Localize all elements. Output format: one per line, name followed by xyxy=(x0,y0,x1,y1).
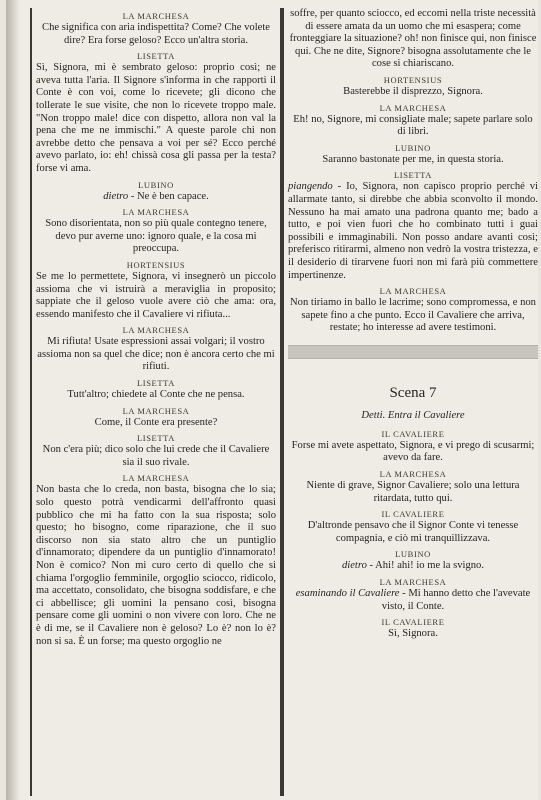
speaker-name: LA MARCHESA xyxy=(379,102,447,113)
speaker-name: LISETTA xyxy=(137,433,175,444)
speech-line: Saranno bastonate per me, in questa storia. xyxy=(322,153,504,165)
speaker-name: LUBINO xyxy=(395,142,431,153)
speech-line: Tutt'altro; chiedete al Conte che ne pensa. xyxy=(67,389,245,401)
speaker-name: LISETTA xyxy=(394,170,432,181)
speech-text xyxy=(288,588,538,613)
speaker-name: HORTENSIUS xyxy=(383,74,443,85)
speech-line: Eh! no, Signore, mi consigliate male; sapete parlare solo di libri. xyxy=(293,113,533,138)
dialogue-entry xyxy=(36,406,276,430)
speech-text xyxy=(288,440,538,465)
scene-subtitle: Detti. Entra il Cavaliere xyxy=(361,409,465,421)
speech-text xyxy=(288,628,538,641)
scene-title: Scena 7 xyxy=(389,384,437,401)
dialogue-entry xyxy=(36,51,276,175)
scene-dialogue xyxy=(288,429,538,641)
dialogue-entry xyxy=(36,378,276,402)
dialogue-entry xyxy=(288,509,538,545)
speaker-name: LISETTA xyxy=(137,51,175,62)
speaker-name: LISETTA xyxy=(137,378,175,389)
speech-line: - Ne è ben capace. xyxy=(128,190,209,202)
speaker-name: IL CAVALIERE xyxy=(381,428,445,439)
speech-line: Che significa con aria indispettita? Come? Che volete dire? Era forse geloso? Ecco un'altra storia. xyxy=(42,22,270,46)
speaker-name: LA MARCHESA xyxy=(122,405,190,416)
speaker-name: LA MARCHESA xyxy=(122,325,190,336)
right-column xyxy=(282,8,541,796)
speech-line: - Io, Signora, non capisco proprio perché vi allarmate tanto, si direbbe che abbia sconvolto il mondo. Nessuno ha mai amato una padrona quanto me; bado a tutto, e poi vien fuori che ho combinato tutti i guai possibili e immaginabili. Non posso andare avanti così; preferisco ritirarmi, almeno non vedrò la vostra tristezza, e il desiderio di tirarvene fuori non mi farà più commettere impertinenze. xyxy=(288,181,538,281)
dialogue-entry xyxy=(288,143,538,167)
dialogue-entry xyxy=(288,577,538,613)
dialogue-entry xyxy=(288,170,538,282)
speech-text xyxy=(36,444,276,469)
speech-line: Non c'era più; dico solo che lui crede che il Cavaliere sia il suo rivale. xyxy=(42,444,270,468)
dialogue-entry xyxy=(288,8,538,71)
stage-direction: esaminando il Cavaliere xyxy=(295,588,400,600)
stage-direction: piangendo xyxy=(288,181,333,193)
dialogue-entry xyxy=(36,433,276,469)
dialogue-entry xyxy=(288,286,538,335)
speaker-name: IL CAVALIERE xyxy=(381,617,445,628)
speech-text xyxy=(36,218,276,256)
speech-line: Sì, Signora. xyxy=(388,628,438,640)
scene-divider-bar xyxy=(288,345,538,359)
dialogue-entry xyxy=(36,180,276,204)
speech-text xyxy=(288,560,538,573)
speech-line: Se me lo permettete, Signora, vi insegnerò un piccolo assioma che vi istruirà a meraviglia in proposito; sappiate che il geloso vuole avere ciò che ama: ora, essendo manifesto che il Cavaliere vi rifiuta... xyxy=(36,270,276,320)
dialogue-entry xyxy=(288,429,538,465)
speech-text xyxy=(288,8,538,71)
left-column xyxy=(30,8,282,796)
speech-text xyxy=(288,181,538,282)
right-column-dialogue xyxy=(288,8,538,335)
stage-direction: dietro xyxy=(103,190,129,202)
dialogue-entry xyxy=(36,260,276,321)
speech-line: Forse mi avete aspettato, Signora, e vi prego di scusarmi; avevo da fare. xyxy=(291,439,535,464)
speech-text xyxy=(288,154,538,167)
dialogue-entry xyxy=(36,473,276,648)
speech-text xyxy=(36,191,276,204)
speech-line: - Ahi! ahi! io me la svigno. xyxy=(366,560,485,572)
speech-line: - Mi hanno detto che l'avevate visto, il Conte. xyxy=(381,588,531,612)
speech-line: Basterebbe il disprezzo, Signora. xyxy=(343,85,483,97)
speaker-name: LA MARCHESA xyxy=(379,286,447,297)
speaker-name: LUBINO xyxy=(395,549,431,560)
speech-text xyxy=(36,417,276,430)
gutter-shadow xyxy=(6,0,20,800)
speech-line: Niente di grave, Signor Cavaliere; solo una lettura ritardata, tutto qui. xyxy=(306,480,520,504)
speaker-name: HORTENSIUS xyxy=(126,259,186,270)
speech-line: Non basta che lo creda, non basta, bisogna che lo sia; solo questo potrà vendicarmi dell'affronto quasi pubblico che mi ha fatto con la sua risposta; solo questo; ho bisogno, come riparazione, che il suo discorso non sia stato altro che un puntiglio d'innamorato; dipendere da un puntiglio d'innamorato! Non è comico? Non mi curo certo di quello che si chiama l'orgoglio femminile, orgoglio sciocco, ridicolo, ma accettato, consolidato, che bisogna soddisfare, e che ci abbellisce; gli uomini la pensano così, bisogna pensare come gli uomini o non vivere con loro. Che ne è di me, se il Cavaliere non è geloso? Lo è? non lo è? non si sa. È un forse; ma questo orgoglio ne xyxy=(36,484,276,647)
speech-line: Mi rifiuta! Usate espressioni assai volgari; il vostro assioma non sa quel che dice; non è ancora certo che mi rifiuti. xyxy=(37,336,275,373)
book-page xyxy=(6,0,538,800)
stage-direction: dietro xyxy=(341,560,367,572)
dialogue-entry xyxy=(36,207,276,256)
speaker-name: LA MARCHESA xyxy=(379,469,447,480)
speech-text xyxy=(288,297,538,335)
dialogue-entry xyxy=(288,469,538,505)
speech-line: D'altronde pensavo che il Signor Conte vi tenesse compagnia, e ciò mi tranquillizzava. xyxy=(307,520,519,544)
speech-text xyxy=(288,114,538,139)
speech-text xyxy=(36,336,276,374)
speaker-name: IL CAVALIERE xyxy=(381,509,445,520)
speaker-name: LA MARCHESA xyxy=(379,577,447,588)
speech-line: soffre, per quanto sciocco, ed eccomi nella triste necessità di essere amata da un uomo che mi esaspera; come fronteggiare la situazione? oh! non finisce qui, non finisce qui. Che ne dite, Signore? bisogna assolutamente che le cose si chiariscano. xyxy=(289,8,537,70)
speech-text xyxy=(36,389,276,402)
dialogue-entry xyxy=(288,549,538,573)
speaker-name: LA MARCHESA xyxy=(122,207,190,218)
dialogue-entry xyxy=(288,75,538,99)
speech-line: Sono disorientata, non so più quale contegno tenere, devo pur averne uno: ignoro quale, e la cosa mi preoccupa. xyxy=(45,218,267,255)
dialogue-entry xyxy=(288,103,538,139)
speech-line: Non tiriamo in ballo le lacrime; sono compromessa, e non sapete fino a che punto. Ecco il Cavaliere che arriva, restate; ho interesse ad avere testimoni. xyxy=(290,297,536,334)
speech-line: Come, il Conte era presente? xyxy=(94,416,218,428)
speech-text xyxy=(288,480,538,505)
speaker-name: LA MARCHESA xyxy=(122,11,190,21)
dialogue-entry xyxy=(36,11,276,47)
speaker-name: LA MARCHESA xyxy=(122,473,190,484)
dialogue-entry xyxy=(288,617,538,641)
speaker-name: LUBINO xyxy=(138,179,174,190)
speech-text xyxy=(288,86,538,99)
speech-text xyxy=(36,484,276,648)
speech-text xyxy=(36,22,276,47)
speech-text xyxy=(288,520,538,545)
speech-line: Sì, Signora, mi è sembrato geloso: proprio così; ne aveva tutta l'aria. Il Signore s'informa in che rapporti il Conte è con voi, come lo ricevete; gli dicono che tollerate le sue visite, che non lo ricevete troppo male. "Non troppo male! dice con dispetto, allora non val la pena che me ne immischi." A queste parole chi non avrebbe detto che pensava a voi per sé? Ecco perché avevo parlato, io: eh! chissà cosa gli passa per la testa? forse vi ama. xyxy=(36,62,276,174)
speech-text xyxy=(36,62,276,175)
speech-text xyxy=(36,271,276,321)
dialogue-entry xyxy=(36,325,276,374)
